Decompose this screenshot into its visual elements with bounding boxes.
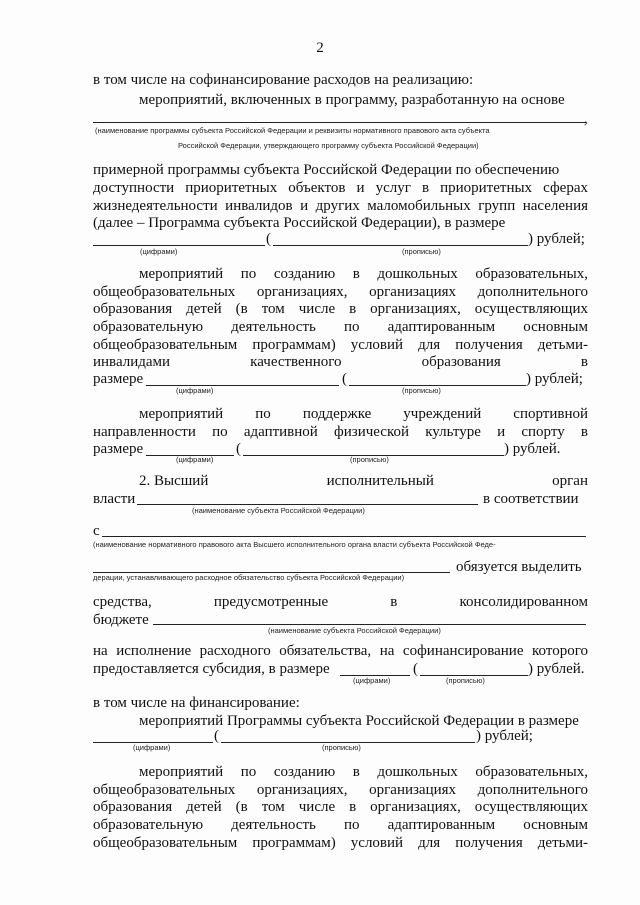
subject-name-field[interactable] bbox=[137, 504, 478, 505]
prog-caption-words: (прописью) bbox=[322, 743, 361, 752]
act-name-caption-1: (наименование нормативного правового акта Высшего исполнительного органа власти субъекта Российской Феде- bbox=[93, 540, 496, 549]
item3-line2: направленности по адаптивной физической культуре и спорту в bbox=[93, 424, 588, 440]
section2-with-word: с bbox=[93, 523, 100, 539]
total-caption-digits: (цифрами) bbox=[353, 676, 391, 685]
item3-line1: мероприятий по поддержке учреждений спортивной bbox=[139, 406, 588, 422]
item3-size-word: размере bbox=[93, 441, 144, 457]
item2-line5: общеобразовательным программам) условий для получения детьми- bbox=[93, 337, 588, 353]
item3-caption-words: (прописью) bbox=[350, 455, 389, 464]
item2-size-word: размере bbox=[93, 371, 144, 387]
act-name-field[interactable] bbox=[102, 536, 586, 537]
program-name-caption-1: (наименование программы субъекта Российской Федерации и реквизиты нормативного правового акта субъекта bbox=[95, 126, 490, 135]
item2-line2: общеобразовательных организациях, организациях дополнительного bbox=[93, 284, 588, 300]
item1-rubles: ) рублей; bbox=[528, 231, 585, 247]
item1-line3: жизнедеятельности инвалидов и других маломобильных групп населения bbox=[93, 198, 588, 214]
item2-rubles: ) рублей; bbox=[526, 371, 583, 387]
section2-item2-line1: мероприятий по созданию в дошкольных образовательных, bbox=[139, 764, 588, 780]
item2-caption-words: (прописью) bbox=[402, 386, 441, 395]
total-caption-words: (прописью) bbox=[446, 676, 485, 685]
item2-line3: образования детей (в том числе в организациях, осуществляющих bbox=[93, 301, 588, 317]
prog-rubles: ) рублей; bbox=[476, 728, 533, 744]
item2-line4: образовательную деятельность по адаптированным основным bbox=[93, 319, 588, 335]
item1-amount-digits-field[interactable] bbox=[93, 245, 265, 246]
item1-line4: (далее – Программа субъекта Российской Федерации), в размере bbox=[93, 215, 506, 231]
subject-name-caption: (наименование субъекта Российской Федерации) bbox=[192, 506, 365, 515]
section2-item2-line5: общеобразовательным программам) условий для получения детьми- bbox=[93, 835, 588, 851]
item2-open-paren: ( bbox=[342, 371, 347, 387]
item1-heading: мероприятий, включенных в программу, разработанную на основе bbox=[139, 92, 565, 108]
section2-obliged: обязуется выделить bbox=[456, 559, 582, 575]
item1-comma: , bbox=[584, 111, 588, 127]
section2-item2-line2: общеобразовательных организациях, организациях дополнительного bbox=[93, 782, 588, 798]
section2-line1: 2. Высший исполнительный орган bbox=[139, 473, 588, 489]
item1-caption-words: (прописью) bbox=[402, 247, 441, 256]
item2-amount-digits-field[interactable] bbox=[146, 385, 339, 386]
prog-caption-digits: (цифрами) bbox=[133, 743, 171, 752]
budget-subject-field[interactable] bbox=[153, 624, 586, 625]
section2-item2-line3: образования детей (в том числе в организациях, осуществляющих bbox=[93, 799, 588, 815]
item2-caption-digits: (цифрами) bbox=[176, 386, 214, 395]
program-name-field[interactable] bbox=[93, 122, 586, 123]
cofinancing-intro: в том числе на софинансирование расходов на реализацию: bbox=[93, 72, 474, 88]
section2-budget-word: бюджете bbox=[93, 612, 149, 628]
item3-open-paren: ( bbox=[236, 441, 241, 457]
section2-incl: в том числе на финансирование: bbox=[93, 695, 300, 711]
section2-power-word: власти bbox=[93, 491, 136, 507]
item1-amount-words-field[interactable] bbox=[273, 245, 528, 246]
prog-open-paren: ( bbox=[214, 728, 219, 744]
item3-caption-digits: (цифрами) bbox=[176, 455, 214, 464]
section2-accordance: в соответствии bbox=[483, 491, 579, 507]
page-number: 2 bbox=[316, 40, 324, 56]
item1-open-paren: ( bbox=[266, 231, 271, 247]
total-rubles: ) рублей. bbox=[528, 661, 585, 677]
item1-line2: доступности приоритетных объектов и услуг в приоритетных сферах bbox=[93, 180, 588, 196]
section2-funds-line: средства, предусмотренные в консолидированном bbox=[93, 594, 588, 610]
section2-exec-line1: на исполнение расходного обязательства, на софинансирование которого bbox=[93, 643, 588, 659]
item1-caption-digits: (цифрами) bbox=[140, 247, 178, 256]
section2-exec-line2: предоставляется субсидия, в размере bbox=[93, 661, 330, 677]
section2-prog-line: мероприятий Программы субъекта Российской Федерации в размере bbox=[139, 713, 579, 729]
total-open-paren: ( bbox=[413, 661, 418, 677]
act-name-caption-2: дерации, устанавливающего расходное обязательство субъекта Российской Федерации) bbox=[93, 573, 405, 582]
budget-subject-caption: (наименование субъекта Российской Федерации) bbox=[268, 626, 441, 635]
section2-item2-line4: образовательную деятельность по адаптированным основным bbox=[93, 817, 588, 833]
item2-line1: мероприятий по созданию в дошкольных образовательных, bbox=[139, 266, 588, 282]
item2-line6: инвалидами качественного образования в bbox=[93, 354, 588, 370]
program-name-caption-2: Российской Федерации, утверждающего программу субъекта Российской Федерации) bbox=[178, 141, 479, 150]
item3-rubles: ) рублей. bbox=[504, 441, 561, 457]
item1-line1: примерной программы субъекта Российской Федерации по обеспечению bbox=[93, 162, 560, 178]
